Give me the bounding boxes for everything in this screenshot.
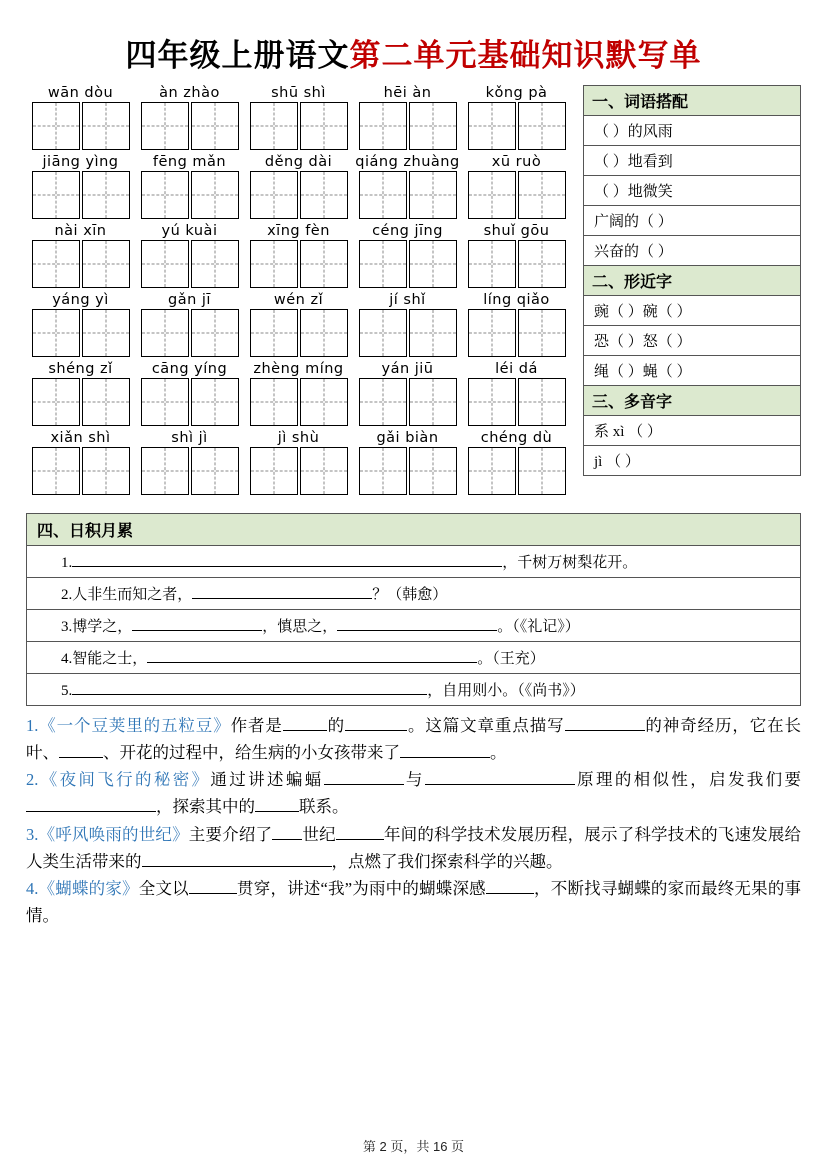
tianzi-box[interactable] [32,447,80,495]
side-sections [583,85,801,476]
tianzi-box[interactable] [300,240,348,288]
tianzi-pair [26,102,135,150]
tianzi-pair [244,378,353,426]
paragraph-text: 联系。 [299,797,349,817]
pinyin-label: léi dá [495,361,538,377]
word-practice-row [26,85,571,150]
paragraph-text: 的 [326,716,346,735]
pinyin-label: yán jiū [381,361,434,377]
tianzi-box[interactable] [82,102,130,150]
paragraph-text: 作者是 [230,716,283,735]
tianzi-box[interactable] [409,447,457,495]
fill-blank[interactable] [147,662,477,663]
tianzi-box[interactable] [518,447,566,495]
tianzi-pair [135,102,244,150]
question-paragraph [26,822,801,875]
tianzi-box[interactable] [300,447,348,495]
tianzi-box[interactable] [409,309,457,357]
pinyin-label: qiáng zhuàng [355,154,460,170]
word-practice-row [26,361,571,426]
tianzi-box[interactable] [250,309,298,357]
section-similar-characters [583,265,801,385]
pinyin-label: jì shù [277,430,320,446]
pinyin-label: zhèng míng [253,361,344,377]
tianzi-box[interactable] [141,378,189,426]
book-title: 2. [26,770,39,790]
fill-blank[interactable] [59,757,103,758]
fill-blank[interactable] [72,566,502,567]
tianzi-box[interactable] [468,240,516,288]
tianzi-box[interactable] [300,171,348,219]
section1-row[interactable]: （ ）地看到 [584,146,800,176]
tianzi-box[interactable] [359,378,407,426]
tianzi-grid-line [26,171,571,219]
tianzi-box[interactable] [300,102,348,150]
pinyin-label: fēng mǎn [152,154,227,170]
tianzi-box[interactable] [191,102,239,150]
paragraph-text: 通过讲述蝙蝠 [210,770,324,790]
accumulation-row[interactable] [27,642,800,674]
question-paragraph [26,713,801,766]
tianzi-box[interactable] [409,378,457,426]
tianzi-box[interactable] [359,171,407,219]
tianzi-box[interactable] [191,171,239,219]
tianzi-box[interactable] [191,309,239,357]
tianzi-pair [26,447,135,495]
tianzi-box[interactable] [468,309,516,357]
question-paragraph [26,876,801,929]
fill-blank[interactable] [565,730,645,731]
tianzi-pair [462,309,571,357]
paragraph-text: 。 [490,742,507,762]
fill-blank[interactable] [337,630,497,631]
tianzi-grid-line [26,240,571,288]
tianzi-box[interactable] [250,447,298,495]
paragraph-text: 贯穿，讲述“我”为雨中的蝴蝶深感 [236,879,486,899]
tianzi-pair [26,171,135,219]
section2-row[interactable]: 豌（ ）碗（ ） [584,296,800,326]
pinyin-label: àn zhào [159,85,220,101]
tianzi-box[interactable] [518,378,566,426]
page-footer: 第 2 页，共 16 页 [362,1139,465,1154]
pinyin-label: wén zǐ [273,292,324,308]
tianzi-box[interactable] [409,102,457,150]
paragraph-text: 年间的科学技术发展历程，展示了科学技术的飞速发展给人类生活带来的 [26,824,802,871]
paragraph-text: 。这篇文章重点描写 [407,716,565,735]
fill-blank[interactable] [486,893,534,894]
title-red-part: 第二单元基础知识默写单 [349,38,702,73]
book-title: 3. [26,824,39,844]
book-title: 《蝴蝶的家》 [38,879,139,899]
pinyin-label: gǎn jī [168,292,211,308]
section3-heading: 三、多音字 [584,386,800,416]
paragraph-text: 原理的相似性，启发我们要 [574,770,802,790]
tianzi-pair [244,309,353,357]
pinyin-label: xū ruò [491,154,542,170]
fill-blank[interactable] [283,730,327,731]
tianzi-box[interactable] [141,240,189,288]
tianzi-box[interactable] [141,447,189,495]
accumulation-row[interactable] [27,674,800,705]
word-practice-row [26,292,571,357]
paragraph-text: 全文以 [138,879,189,899]
tianzi-pair [135,309,244,357]
tianzi-box[interactable] [32,102,80,150]
section1-heading: 一、词语搭配 [584,86,800,116]
tianzi-box[interactable] [518,240,566,288]
tianzi-box[interactable] [250,171,298,219]
tianzi-box[interactable] [468,378,516,426]
row-source: （韩愈） [387,587,448,603]
section1-row[interactable]: （ ）地微笑 [584,176,800,206]
tianzi-box[interactable] [82,309,130,357]
tianzi-pair [244,171,353,219]
paragraph-text: 与 [403,770,425,790]
row-source: 。（王充） [477,651,545,667]
pinyin-label: gǎi biàn [376,430,439,446]
section1-row[interactable]: （ ）的风雨 [584,116,800,146]
pinyin-line [26,85,571,101]
tianzi-pair [26,240,135,288]
tianzi-pair [244,102,353,150]
tianzi-grid-line [26,378,571,426]
tianzi-box[interactable] [191,447,239,495]
row-text: ？ [372,587,388,603]
tianzi-box[interactable] [518,309,566,357]
paragraph-text: 的神奇经历，它在长叶、 [26,716,802,762]
section4-heading: 四、日积月累 [27,514,800,546]
word-practice-row [26,223,571,288]
paragraph-text: ，探索其中的 [156,797,255,817]
word-practice-row [26,154,571,219]
pinyin-label: nài xīn [54,223,107,239]
fill-blank[interactable] [336,839,384,840]
tianzi-pair [26,309,135,357]
pinyin-line [26,154,571,170]
tianzi-box[interactable] [191,240,239,288]
tianzi-pair [353,447,462,495]
tianzi-box[interactable] [32,240,80,288]
tianzi-pair [462,378,571,426]
book-title: 《一个豆荚里的五粒豆》 [38,716,231,735]
row-text: 智能之士， [72,651,148,667]
tianzi-pair [353,378,462,426]
fill-blank[interactable] [345,730,407,731]
tianzi-box[interactable] [518,171,566,219]
row-text: 博学之， [72,619,133,635]
row-source: 。（《礼记》） [497,619,580,635]
fill-blank[interactable] [132,630,262,631]
pinyin-label: xiǎn shì [50,430,111,446]
tianzi-pair [462,447,571,495]
paragraph-text: ，点燃了我们探索科学的兴趣。 [331,851,563,871]
tianzi-box[interactable] [141,309,189,357]
tianzi-box[interactable] [359,309,407,357]
tianzi-pair [462,171,571,219]
tianzi-box[interactable] [250,378,298,426]
tianzi-pair [135,171,244,219]
tianzi-pair [26,378,135,426]
tianzi-box[interactable] [141,171,189,219]
tianzi-box[interactable] [409,171,457,219]
tianzi-pair [353,240,462,288]
question-paragraph [26,767,801,820]
fill-blank[interactable] [255,811,299,812]
book-title: 《呼风唤雨的世纪》 [38,824,189,844]
tianzi-box[interactable] [468,171,516,219]
row-number: 3. [61,619,73,635]
tianzi-grid-line [26,309,571,357]
fill-blank[interactable] [272,839,302,840]
tianzi-box[interactable] [409,240,457,288]
tianzi-box[interactable] [518,102,566,150]
pinyin-label: hēi àn [383,85,432,101]
pinyin-label: shéng zǐ [48,361,113,377]
pinyin-label: yú kuài [161,223,218,239]
tianzi-pair [244,447,353,495]
tianzi-box[interactable] [141,102,189,150]
row-number: 5. [61,683,73,699]
pinyin-label: shì jì [171,430,208,446]
tianzi-grid-line [26,102,571,150]
section-daily-accumulation [26,513,801,706]
section-word-collocation [583,85,801,265]
tianzi-box[interactable] [300,378,348,426]
main-content [26,85,801,499]
tianzi-pair [244,240,353,288]
accumulation-row[interactable] [27,610,800,642]
section1-row[interactable]: 广阔的（ ） [584,206,800,236]
pinyin-label: yáng yì [52,292,109,308]
row-number: 4. [61,651,73,667]
page-title [26,30,801,75]
pinyin-line [26,430,571,446]
tianzi-grid-line [26,447,571,495]
paragraph-text: 世纪 [302,824,336,844]
tianzi-pair [462,240,571,288]
tianzi-pair [135,447,244,495]
pinyin-label: jí shǐ [389,292,426,308]
paragraph-text: 、开花的过程中，给生病的小女孩带来了 [103,742,400,762]
accumulation-row[interactable] [27,578,800,610]
tianzi-pair [462,102,571,150]
pinyin-label: děng dài [264,154,333,170]
fill-blank[interactable] [425,784,575,785]
book-title: 1. [26,716,39,735]
pinyin-line [26,223,571,239]
pinyin-label: shuǐ gōu [483,223,550,239]
section2-row[interactable]: 恐（ ）怒（ ） [584,326,800,356]
tianzi-box[interactable] [300,309,348,357]
row-number: 2. [61,587,73,603]
paragraph-text: ，不断找寻蝴蝶的家而最终无果的事情。 [26,879,802,926]
fill-blank[interactable] [192,598,372,599]
pinyin-grid-area [26,85,571,499]
tianzi-pair [135,378,244,426]
section2-row[interactable]: 绳（ ）蝇（ ） [594,364,692,380]
tianzi-pair [135,240,244,288]
fill-blank[interactable] [72,694,427,695]
book-title: 《夜间飞行的秘密》 [38,770,211,790]
paragraph-text: 主要介绍了 [188,824,273,844]
tianzi-box[interactable] [359,240,407,288]
fill-blank[interactable] [400,757,490,758]
row-number: 1. [61,555,73,571]
pinyin-label: chéng dù [480,430,553,446]
title-black-part: 四年级上册语文 [125,38,350,73]
tianzi-box[interactable] [32,171,80,219]
section3-row[interactable]: 系 xì （ ） [584,416,800,446]
tianzi-pair [353,171,462,219]
pinyin-label: cāng yíng [151,361,228,377]
section1-row[interactable]: 兴奋的（ ） [594,244,673,260]
tianzi-box[interactable] [359,102,407,150]
fill-blank[interactable] [189,893,237,894]
row-text: ，慎思之， [262,619,338,635]
pinyin-label: wān dòu [47,85,114,101]
tianzi-box[interactable] [191,378,239,426]
tianzi-pair [353,309,462,357]
pinyin-label: shū shì [271,85,326,101]
tianzi-box[interactable] [359,447,407,495]
tianzi-box[interactable] [32,378,80,426]
fill-in-paragraphs [26,713,801,930]
pinyin-line [26,292,571,308]
tianzi-box[interactable] [82,378,130,426]
pinyin-label: jiāng yìng [42,154,119,170]
accumulation-row[interactable] [27,546,800,578]
row-text: ，千树万树梨花开。 [502,555,638,571]
row-text: ，自用则小。 [427,683,518,699]
section2-heading: 二、形近字 [584,266,800,296]
pinyin-label: céng jīng [372,223,443,239]
pinyin-label: xīng fèn [267,223,330,239]
tianzi-box[interactable] [82,447,130,495]
section-polyphonic-characters [583,385,801,476]
row-text: 人非生而知之者， [72,587,193,603]
pinyin-label: kǒng pà [485,85,548,101]
tianzi-box[interactable] [250,102,298,150]
fill-blank[interactable] [142,866,332,867]
tianzi-box[interactable] [468,447,516,495]
tianzi-box[interactable] [468,102,516,150]
tianzi-pair [353,102,462,150]
word-practice-row [26,430,571,495]
pinyin-label: líng qiǎo [483,292,550,308]
tianzi-box[interactable] [82,240,130,288]
fill-blank[interactable] [324,784,404,785]
row-source: （《尚书》） [517,683,585,699]
tianzi-box[interactable] [82,171,130,219]
tianzi-box[interactable] [250,240,298,288]
fill-blank[interactable] [26,811,156,812]
pinyin-line [26,361,571,377]
section3-row[interactable]: jì （ ） [594,454,640,470]
tianzi-box[interactable] [32,309,80,357]
book-title: 4. [26,879,39,899]
